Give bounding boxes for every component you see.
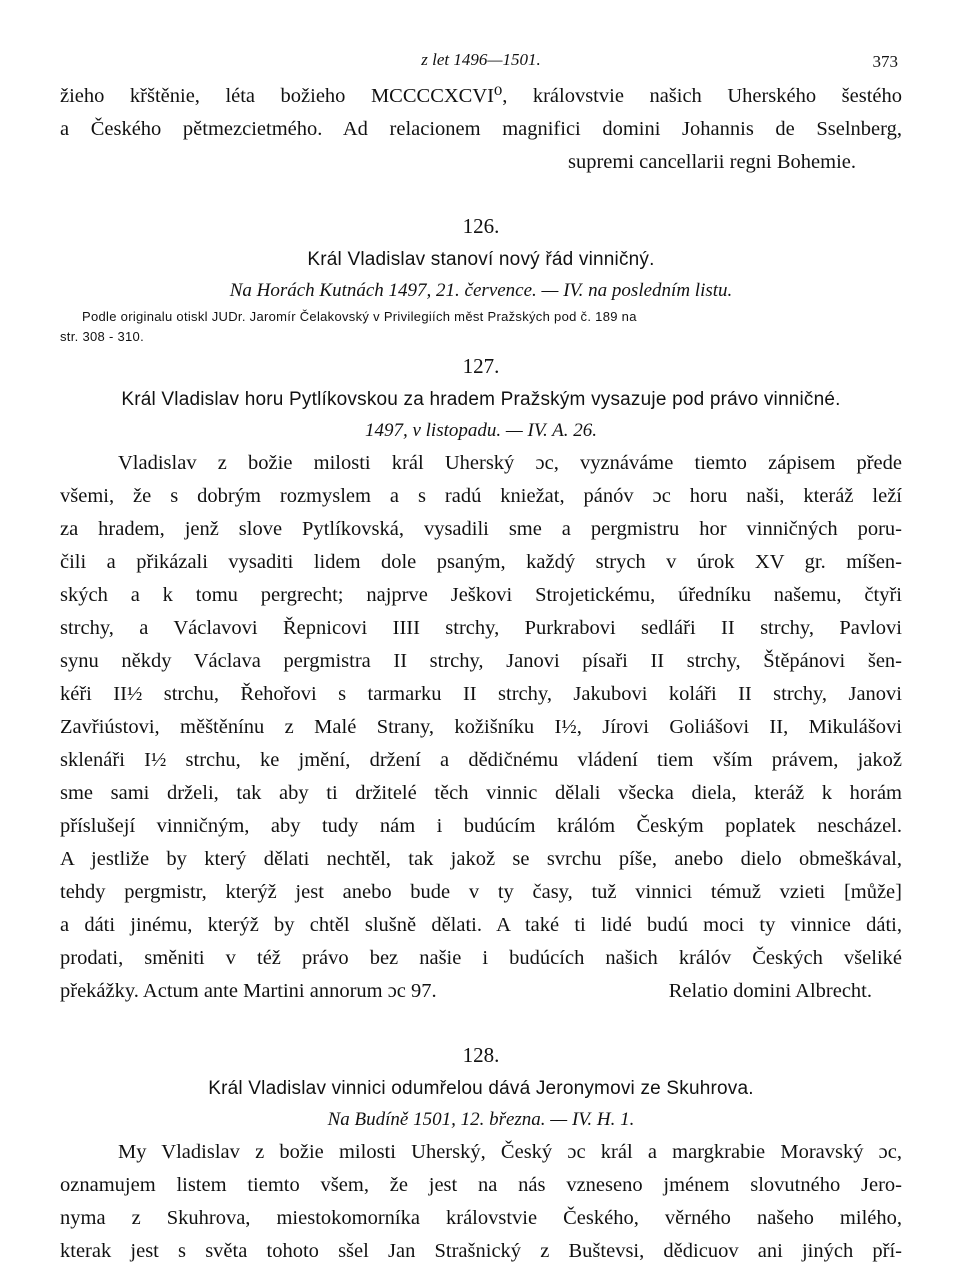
body-127-line: všemi, že s dobrým rozmyslem a s radú kniežat, pánóv ɔc horu naši, kteráž leží — [60, 485, 902, 507]
body-127-line: kéři II½ strchu, Řehořovi s tarmarku II strchy, Jakubovi koláři II strchy, Janovi — [60, 683, 902, 705]
prior-text — [60, 80, 902, 179]
document-128 — [60, 1040, 902, 1268]
doc-number-126: 126. — [462, 214, 500, 238]
body-127-line: prodati, směniti v též právo bez našie i budúcích našich králóv Českých všeliké — [60, 947, 902, 969]
closing-line-127 — [60, 975, 902, 1008]
doc-number-127: 127. — [462, 354, 500, 378]
source-note-line-2: str. 308 - 310. — [60, 329, 144, 344]
body-127-line: sme sami drželi, tak aby ti držitelé těch vinnic dělali všecka diela, kteráž k horám — [60, 782, 902, 804]
closing-left-127: překážky. Actum ante Martini annorum ɔc 97. — [60, 980, 437, 1002]
body-128-line: oznamujem listem tiemto všem, že jest na nás vzneseno jménem slovutného Jero- — [60, 1174, 902, 1196]
body-127-line: synu někdy Václava pergmistra II strchy, Janovi písaři II strchy, Štěpánovi šen- — [60, 650, 902, 672]
body-127-line: za hradem, jenž slove Pytlíkovská, vysadili sme a pergmistru hor vinničných poru- — [60, 518, 902, 540]
document-127 — [60, 351, 902, 1008]
dating-126: Na Horách Kutnách 1497, 21. července. — IV. na posledním listu. — [229, 280, 733, 301]
body-127-line: příslušejí vinničným, aby tudy nám i budúcím králóm Českým poplatek nescházel. — [60, 815, 902, 837]
running-title: z let 1496—1501. — [421, 50, 541, 69]
body-128-line: My Vladislav z božie milosti Uherský, Český ɔc král a margkrabie Moravský ɔc, — [118, 1141, 902, 1163]
body-127-line: Zavřiústovi, měštěnínu z Malé Strany, kožišníku I½, Jírovi Goliášovi II, Mikulášovi — [60, 716, 902, 738]
page-number: 373 — [872, 52, 898, 71]
body-127-line: tehdy pergmistr, kterýž jest anebo bude v ty časy, tuž vinnici témuž vzieti [může] — [60, 881, 902, 903]
regest-126: Král Vladislav stanoví nový řád vinničný. — [307, 249, 655, 270]
body-127-line: a dáti jinému, kterýž by chtěl slušně dělati. A také ti lidé budú moci ty vinnice dáti, — [60, 914, 902, 936]
body-127-line: A jestliže by který dělati nechtěl, tak jakož se svrchu píše, anebo dielo obmeškával, — [60, 848, 902, 870]
body-127-line: čili a přikázali vysaditi lidem dole psaným, každý strych v úrok XV gr. míšen- — [60, 551, 902, 573]
doc-number-128: 128. — [462, 1043, 500, 1067]
page — [60, 40, 902, 1268]
regest-127: Král Vladislav horu Pytlíkovskou za hradem Pražským vysazuje pod právo vinničné. — [121, 389, 841, 410]
dating-127: 1497, v listopadu. — IV. A. 26. — [364, 420, 598, 441]
running-head — [60, 40, 902, 80]
body-128-line: nyma z Skuhrova, miestokomorníka královstvie Českého, věrného našeho milého, — [60, 1207, 902, 1229]
body-128-line: kterak jest s světa tohoto sšel Jan Strašnický z Buštevsi, dědicuov ani jiných pří- — [60, 1240, 902, 1262]
source-note-line-1: Podle originalu otiskl JUDr. Jaromír Čelakovský v Privilegiích měst Pražských pod č. 189 na — [82, 309, 637, 324]
body-128 — [60, 1136, 902, 1268]
regest-128: Král Vladislav vinnici odumřelou dává Jeronymovi ze Skuhrova. — [208, 1078, 754, 1099]
document-126 — [60, 211, 902, 347]
prior-line-1: žieho křštěnie, léta božieho MCCCCXCVI⁰, královstvie našich Uherského šestého — [60, 85, 902, 107]
dating-128: Na Budíně 1501, 12. března. — IV. H. 1. — [327, 1109, 635, 1130]
body-127-line: Vladislav z božie milosti král Uherský ɔc, vyznáváme tiemto zápisem přede — [118, 452, 902, 474]
body-127-line: sklenáři I½ strchu, ke jmění, držení a dědičnému vládení tiem vším právem, jakož — [60, 749, 902, 771]
body-127-line: strchy, a Václavovi Řepnicovi IIII strchy, Purkrabovi sedláři II strchy, Pavlovi — [60, 617, 902, 639]
prior-line-2: a Českého pětmezcietmého. Ad relacionem magnifici domini Johannis de Sselnberg, — [60, 118, 902, 140]
body-127-line: ských a k tomu pergrecht; najprve Ješkovi Strojetickému, úředníku našemu, čtyři — [60, 584, 902, 606]
closing-right-127: Relatio domini Albrecht. — [668, 980, 872, 1002]
prior-line-3: supremi cancellarii regni Bohemie. — [567, 151, 856, 173]
source-note-126 — [60, 307, 902, 347]
body-127 — [60, 447, 902, 1008]
